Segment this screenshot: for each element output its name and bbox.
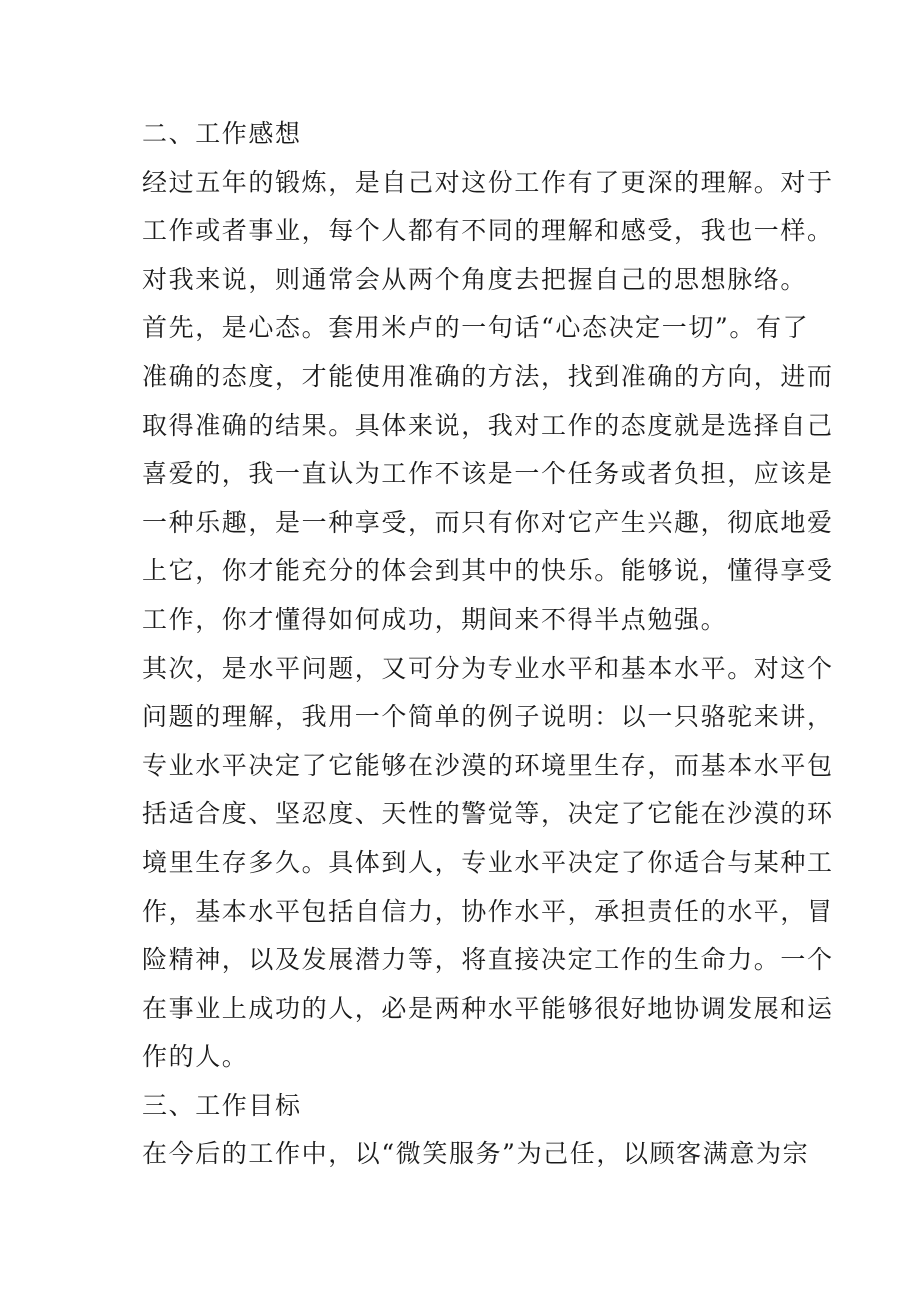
paragraph-line: 喜爱的，我一直认为工作不该是一个任务或者负担，应该是 [142, 459, 834, 489]
paragraph-line: 取得准确的结果。具体来说，我对工作的态度就是选择自己 [142, 410, 834, 440]
paragraph-line: 问题的理解，我用一个简单的例子说明：以一只骆驼来讲， [142, 702, 834, 732]
paragraph-line: 工作，你才懂得如何成功，期间来不得半点勉强。 [142, 604, 728, 634]
paragraph-line: 上它，你才能充分的体会到其中的快乐。能够说，懂得享受 [142, 556, 834, 586]
paragraph-line: 工作或者事业，每个人都有不同的理解和感受，我也一样。 [142, 216, 834, 246]
paragraph-line: 作，基本水平包括自信力，协作水平，承担责任的水平，冒 [142, 896, 834, 926]
paragraph-line: 在事业上成功的人，必是两种水平能够很好地协调发展和运 [142, 993, 834, 1023]
document-body [142, 110, 834, 1179]
paragraph-line: 首先，是心态。套用米卢的一句话“心态决定一切”。有了 [142, 313, 810, 343]
paragraph-line: 其次，是水平问题，又可分为专业水平和基本水平。对这个 [142, 653, 834, 683]
paragraph-line: 括适合度、坚忍度、天性的警觉等，决定了它能在沙漠的环 [142, 799, 834, 829]
paragraph-line: 作的人。 [142, 1042, 249, 1072]
paragraph-line: 专业水平决定了它能够在沙漠的环境里生存，而基本水平包 [142, 750, 834, 780]
section-heading-work-thoughts: 二、工作感想 [142, 119, 302, 148]
paragraph-line: 在今后的工作中，以“微笑服务”为己任，以顾客满意为宗 [142, 1139, 810, 1169]
paragraph-line: 险精神，以及发展潜力等，将直接决定工作的生命力。一个 [142, 945, 834, 975]
paragraph-line: 对我来说，则通常会从两个角度去把握自己的思想脉络。 [142, 264, 808, 294]
paragraph-line: 境里生存多久。具体到人，专业水平决定了你适合与某种工 [142, 847, 834, 877]
paragraph-line: 准确的态度，才能使用准确的方法，找到准确的方向，进而 [142, 361, 834, 391]
paragraph-line: 经过五年的锻炼，是自己对这份工作有了更深的理解。对于 [142, 167, 834, 197]
paragraph-line: 一种乐趣，是一种享受，而只有你对它产生兴趣，彻底地爱 [142, 507, 834, 537]
section-heading-work-goals: 三、工作目标 [142, 1090, 302, 1120]
